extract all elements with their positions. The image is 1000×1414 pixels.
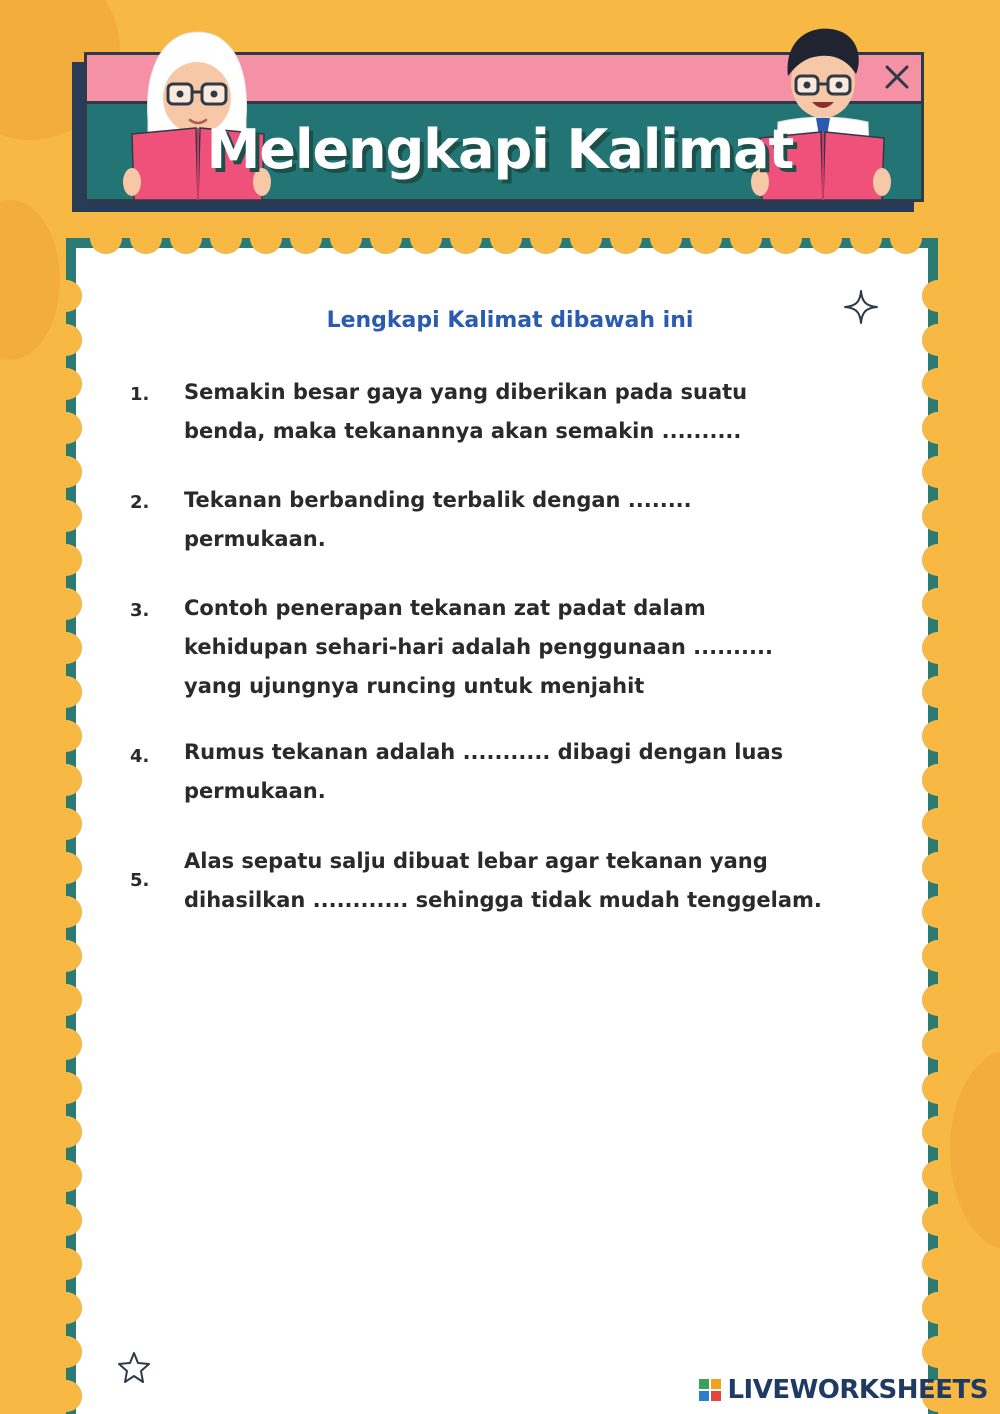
question-number: 2. [130, 492, 150, 513]
question-line: permukaan. [184, 527, 326, 551]
question-line: permukaan. [184, 779, 326, 803]
question-number: 5. [130, 870, 150, 891]
question-line: dihasilkan ............ sehingga tidak mudah tenggelam. [184, 888, 822, 912]
question-text [184, 842, 884, 920]
question-text [184, 481, 884, 559]
question-line: Contoh penerapan tekanan zat padat dalam [184, 596, 706, 620]
question-line: Tekanan berbanding terbalik dengan ........ [184, 488, 692, 512]
question-line: Alas sepatu salju dibuat lebar agar tekanan yang [184, 849, 768, 873]
question-line: yang ujungnya runcing untuk menjahit [184, 674, 645, 698]
liveworksheets-brand-text: LIVEWORKSHEETS [727, 1375, 988, 1405]
question-text [184, 589, 884, 706]
question-line: Semakin besar gaya yang diberikan pada suatu [184, 380, 748, 404]
liveworksheets-logo-icon [699, 1379, 721, 1401]
liveworksheets-logo[interactable] [699, 1372, 988, 1408]
question-line: benda, maka tekanannya akan semakin .......... [184, 419, 742, 443]
question-number: 3. [130, 600, 150, 621]
question-text [184, 373, 884, 451]
question-number: 1. [130, 384, 150, 405]
worksheet-instruction: Lengkapi Kalimat dibawah ini [326, 308, 694, 333]
star-outline-icon [116, 1350, 152, 1386]
question-number: 4. [130, 746, 150, 767]
question-text [184, 733, 884, 811]
page-title: Melengkapi Kalimat [206, 118, 794, 181]
sparkle-icon [842, 288, 880, 326]
question-line: kehidupan sehari-hari adalah penggunaan .......... [184, 635, 773, 659]
question-line: Rumus tekanan adalah ........... dibagi dengan luas [184, 740, 784, 764]
